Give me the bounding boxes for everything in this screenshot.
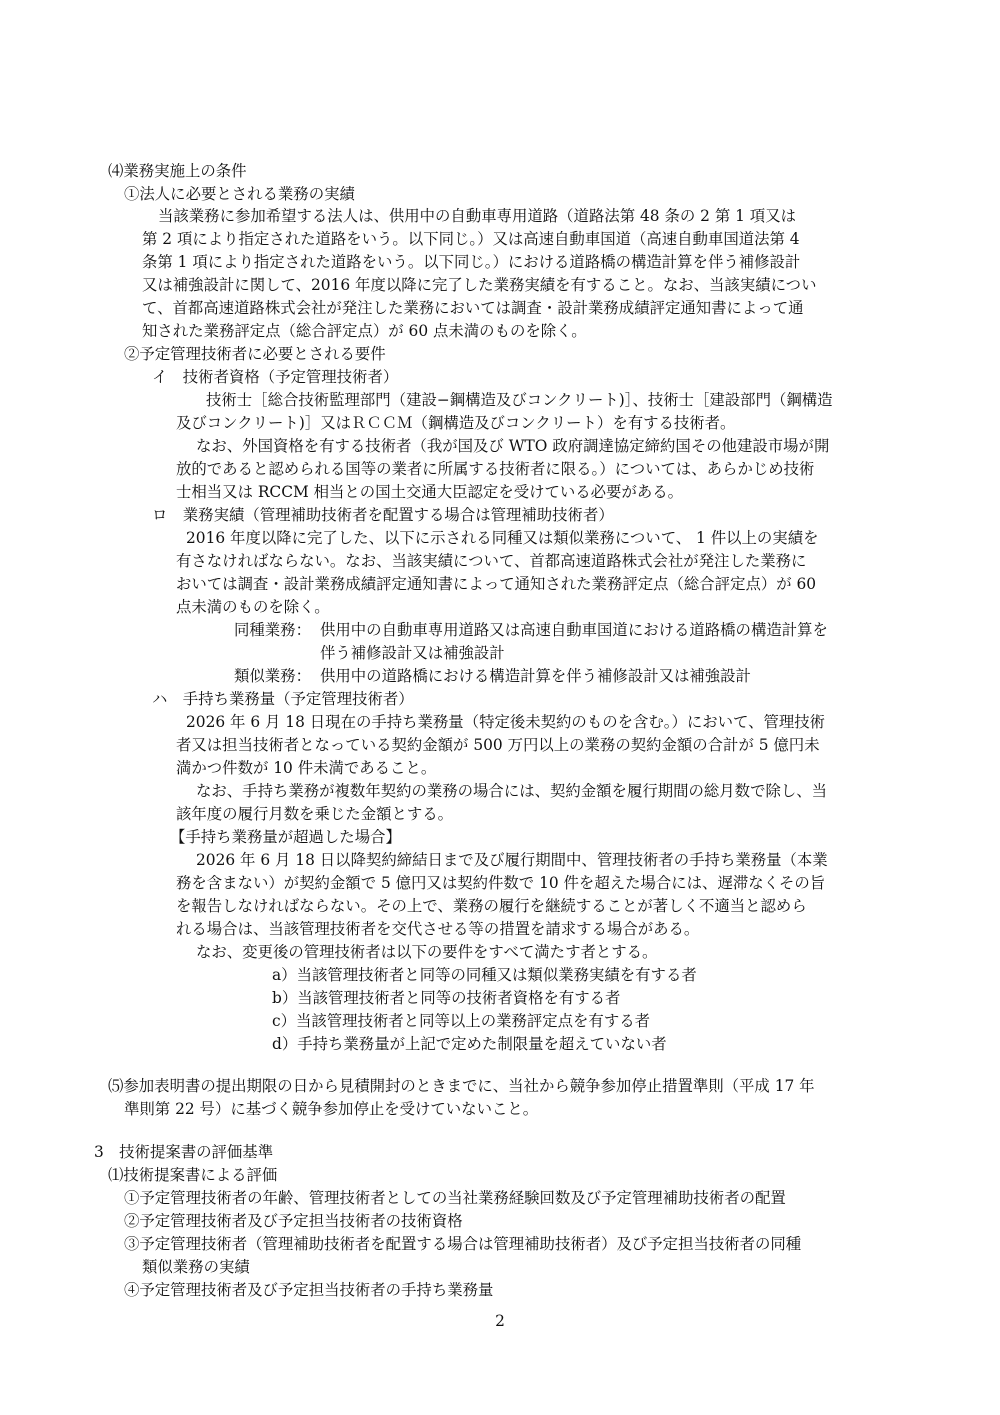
criteria-item: ③予定管理技術者（管理補助技術者を配置する場合は管理補助技術者）及び予定担当技術者の同種: [124, 1235, 802, 1253]
paragraph-line: 条第 1 項により指定された道路をいう。以下同じ。）における道路橋の構造計算を伴う補修設計: [142, 253, 801, 271]
criteria-item: ④予定管理技術者及び予定担当技術者の手持ち業務量: [124, 1281, 494, 1299]
paragraph-line: 第 2 項により指定された道路をいう。以下同じ。）又は高速自動車国道（高速自動車国道法第 4: [142, 230, 800, 248]
paragraph-line: 技術士［総合技術監理部門（建設−鋼構造及びコンクリート)］、技術士［建設部門（鋼構造: [206, 391, 833, 409]
criteria-item-continuation: 類似業務の実績: [142, 1258, 250, 1276]
section-paragraph: 準則第 22 号）に基づく競争参加停止を受けていないこと。: [124, 1100, 539, 1118]
paragraph-line: 知された業務評定点（総合評定点）が 60 点未満のものを除く。: [142, 322, 587, 340]
section-paragraph: ⑸参加表明書の提出期限の日から見積開封のときまでに、当社から競争参加停止措置準則（平成 17 年: [108, 1077, 815, 1095]
paragraph-line: なお、変更後の管理技術者は以下の要件をすべて満たす者とする。: [196, 943, 658, 961]
paragraph-line: 2026 年 6 月 18 日以降契約締結日まで及び履行期間中、管理技術者の手持ち業務量（本業: [196, 851, 828, 869]
paragraph-line: 士相当又は RCCM 相当との国土交通大臣認定を受けている必要がある。: [176, 483, 684, 501]
requirement-item: d）手持ち業務量が上記で定めた制限量を超えていない者: [272, 1035, 667, 1053]
paragraph-line: て、首都高速道路株式会社が発注した業務においては調査・設計業務成績評定通知書によって通: [142, 299, 804, 317]
paragraph-line: 点未満のものを除く。: [176, 598, 330, 616]
definition-label: 類似業務：: [234, 667, 311, 685]
paragraph-line: なお、外国資格を有する技術者（我が国及び WTO 政府調達協定締約国その他建設市場が開: [196, 437, 830, 455]
paragraph-line: 及びコンクリート)］又はＲＣＣＭ（鋼構造及びコンクリート）を有する技術者。: [176, 414, 736, 432]
paragraph-line: 者又は担当技術者となっている契約金額が 500 万円以上の業務の契約金額の合計が 5 億円未: [176, 736, 820, 754]
paragraph-line: おいては調査・設計業務成績評定通知書によって通知された業務評定点（総合評定点）が 60: [176, 575, 817, 593]
paragraph-line: 当該業務に参加希望する法人は、供用中の自動車専用道路（道路法第 48 条の 2 第 1 項又は: [158, 207, 796, 225]
bracket-heading: 【手持ち業務量が超過した場合】: [170, 828, 401, 846]
paragraph-line: 放的であると認められる国等の業者に所属する技術者に限る。）については、あらかじめ技術: [176, 460, 815, 478]
item-heading: イ 技術者資格（予定管理技術者）: [152, 368, 399, 386]
section-heading: ⑷業務実施上の条件: [108, 162, 247, 180]
paragraph-line: 務を含まない）が契約金額で 5 億円又は契約件数で 10 件を超えた場合には、遅滞なくその旨: [176, 874, 826, 892]
criteria-item: ①予定管理技術者の年齢、管理技術者としての当社業務経験回数及び予定管理補助技術者の配置: [124, 1189, 786, 1207]
requirement-item: b）当該管理技術者と同等の技術者資格を有する者: [272, 989, 621, 1007]
paragraph-line: れる場合は、当該管理技術者を交代させる等の措置を請求する場合がある。: [176, 920, 700, 938]
requirement-item: a）当該管理技術者と同等の同種又は類似業務実績を有する者: [272, 966, 697, 984]
paragraph-line: なお、手持ち業務が複数年契約の業務の場合には、契約金額を履行期間の総月数で除し、当: [196, 782, 828, 800]
definition-text: 供用中の道路橋における構造計算を伴う補修設計又は補強設計: [320, 667, 751, 685]
paragraph-line: 該年度の履行月数を乗じた金額とする。: [176, 805, 454, 823]
item-heading: ハ 手持ち業務量（予定管理技術者）: [152, 690, 414, 708]
item-heading: ロ 業務実績（管理補助技術者を配置する場合は管理補助技術者）: [152, 506, 614, 524]
paragraph-line: 満かつ件数が 10 件未満であること。: [176, 759, 437, 777]
requirement-item: c）当該管理技術者と同等以上の業務評定点を有する者: [272, 1012, 650, 1030]
definition-label: 同種業務：: [234, 621, 311, 639]
subsection-heading: ②予定管理技術者に必要とされる要件: [124, 345, 386, 363]
paragraph-line: 2026 年 6 月 18 日現在の手持ち業務量（特定後未契約のものを含む。）において、管理技術: [186, 713, 826, 731]
criteria-item: ②予定管理技術者及び予定担当技術者の技術資格: [124, 1212, 463, 1230]
definition-text: 供用中の自動車専用道路又は高速自動車国道における道路橋の構造計算を: [320, 621, 828, 639]
paragraph-line: 有さなければならない。なお、当該実績について、首都高速道路株式会社が発注した業務に: [176, 552, 807, 570]
section-heading: ⑴技術提案書による評価: [108, 1166, 278, 1184]
page-number: 2: [495, 1312, 505, 1330]
chapter-heading: 3 技術提案書の評価基準: [94, 1143, 274, 1161]
paragraph-line: 2016 年度以降に完了した、以下に示される同種又は類似業務について、 1 件以上の実績を: [186, 529, 819, 547]
paragraph-line: を報告しなければならない。その上で、業務の履行を継続することが著しく不適当と認めら: [176, 897, 807, 915]
definition-text: 伴う補修設計又は補強設計: [320, 644, 505, 662]
subsection-heading: ①法人に必要とされる業務の実績: [124, 185, 355, 203]
paragraph-line: 又は補強設計に関して、2016 年度以降に完了した業務実績を有すること。なお、当該実績につい: [142, 276, 817, 294]
